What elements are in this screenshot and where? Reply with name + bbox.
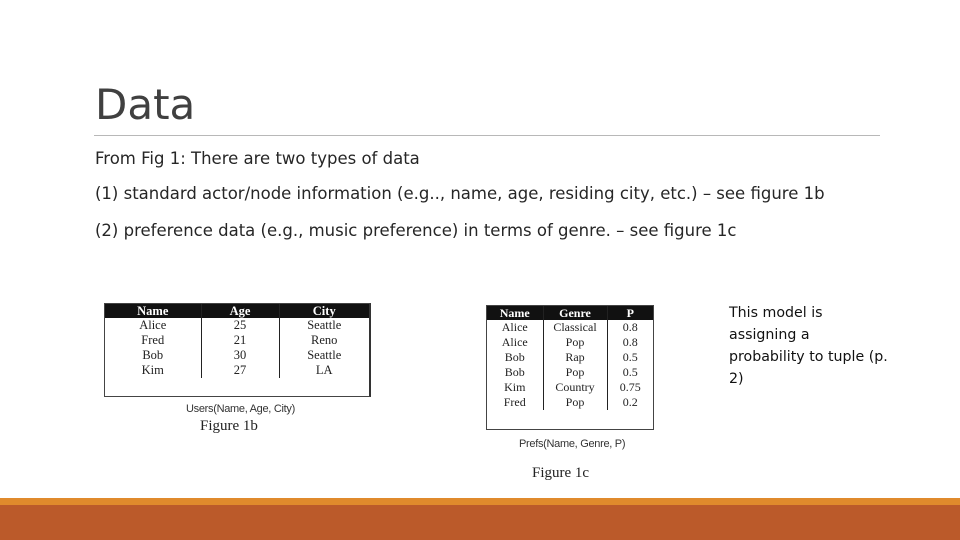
column-header: Age xyxy=(201,304,279,318)
table-cell: 25 xyxy=(201,318,279,333)
table-header-row xyxy=(487,306,653,320)
table-row xyxy=(487,380,653,395)
table-cell: Bob xyxy=(142,348,164,362)
table-cell: Kim xyxy=(504,380,526,394)
figure-1c-table xyxy=(487,306,653,410)
table-row xyxy=(487,395,653,410)
table-row xyxy=(105,348,369,363)
table-cell: Reno xyxy=(279,333,369,348)
table-cell: Pop xyxy=(543,395,607,410)
table-cell: 0.8 xyxy=(607,335,653,350)
figure-1c-table-frame xyxy=(486,305,654,430)
column-header: City xyxy=(279,304,369,318)
body-line-1: From Fig 1: There are two types of data xyxy=(95,149,420,168)
figure-1b-subcaption: Users(Name, Age, City) xyxy=(186,403,295,415)
table-cell: Country xyxy=(543,380,607,395)
table-cell: Pop xyxy=(543,365,607,380)
table-cell: Bob xyxy=(504,365,525,379)
table-cell: Rap xyxy=(543,350,607,365)
column-header: Name xyxy=(487,306,543,320)
footer-accent-stripe xyxy=(0,498,960,505)
table-cell: Classical xyxy=(543,320,607,335)
figure-1b-table xyxy=(105,304,369,378)
table-row xyxy=(105,363,369,378)
table-row xyxy=(487,320,653,335)
table-cell: 0.75 xyxy=(607,380,653,395)
table-cell: Alice xyxy=(501,320,528,334)
table-cell: Seattle xyxy=(279,318,369,333)
column-header: Name xyxy=(105,304,201,318)
figure-1b-table-frame xyxy=(104,303,371,397)
table-cell: Bob xyxy=(504,350,525,364)
figure-1b-caption: Figure 1b xyxy=(200,418,258,434)
table-cell: Pop xyxy=(543,335,607,350)
table-cell: 30 xyxy=(201,348,279,363)
column-header: Genre xyxy=(543,306,607,320)
table-cell: LA xyxy=(279,363,369,378)
table-cell: Alice xyxy=(139,318,167,332)
table-cell: Alice xyxy=(501,335,528,349)
table-header-row xyxy=(105,304,369,318)
table-cell: 21 xyxy=(201,333,279,348)
body-line-3: (2) preference data (e.g., music preference) in terms of genre. – see figure 1c xyxy=(95,221,737,240)
body-line-2: (1) standard actor/node information (e.g.., name, age, residing city, etc.) – see figure 1b xyxy=(95,184,825,203)
table-cell: Fred xyxy=(503,395,526,409)
table-row xyxy=(105,318,369,333)
figure-1c-subcaption: Prefs(Name, Genre, P) xyxy=(519,438,626,450)
table-cell: Kim xyxy=(141,363,164,377)
table-row xyxy=(487,365,653,380)
table-cell: 0.2 xyxy=(607,395,653,410)
footer-bar xyxy=(0,505,960,540)
column-header: P xyxy=(607,306,653,320)
figure-1c-caption: Figure 1c xyxy=(532,465,590,481)
side-note: This model is assigning a probability to tuple (p. 2) xyxy=(729,305,888,387)
table-row xyxy=(487,350,653,365)
table-cell: Fred xyxy=(141,333,165,347)
title-divider xyxy=(94,135,880,136)
table-cell: 0.8 xyxy=(607,320,653,335)
table-row xyxy=(105,333,369,348)
slide-title: Data xyxy=(95,80,196,129)
table-cell: 0.5 xyxy=(607,350,653,365)
table-cell: 27 xyxy=(201,363,279,378)
table-cell: Seattle xyxy=(279,348,369,363)
table-row xyxy=(487,335,653,350)
table-cell: 0.5 xyxy=(607,365,653,380)
